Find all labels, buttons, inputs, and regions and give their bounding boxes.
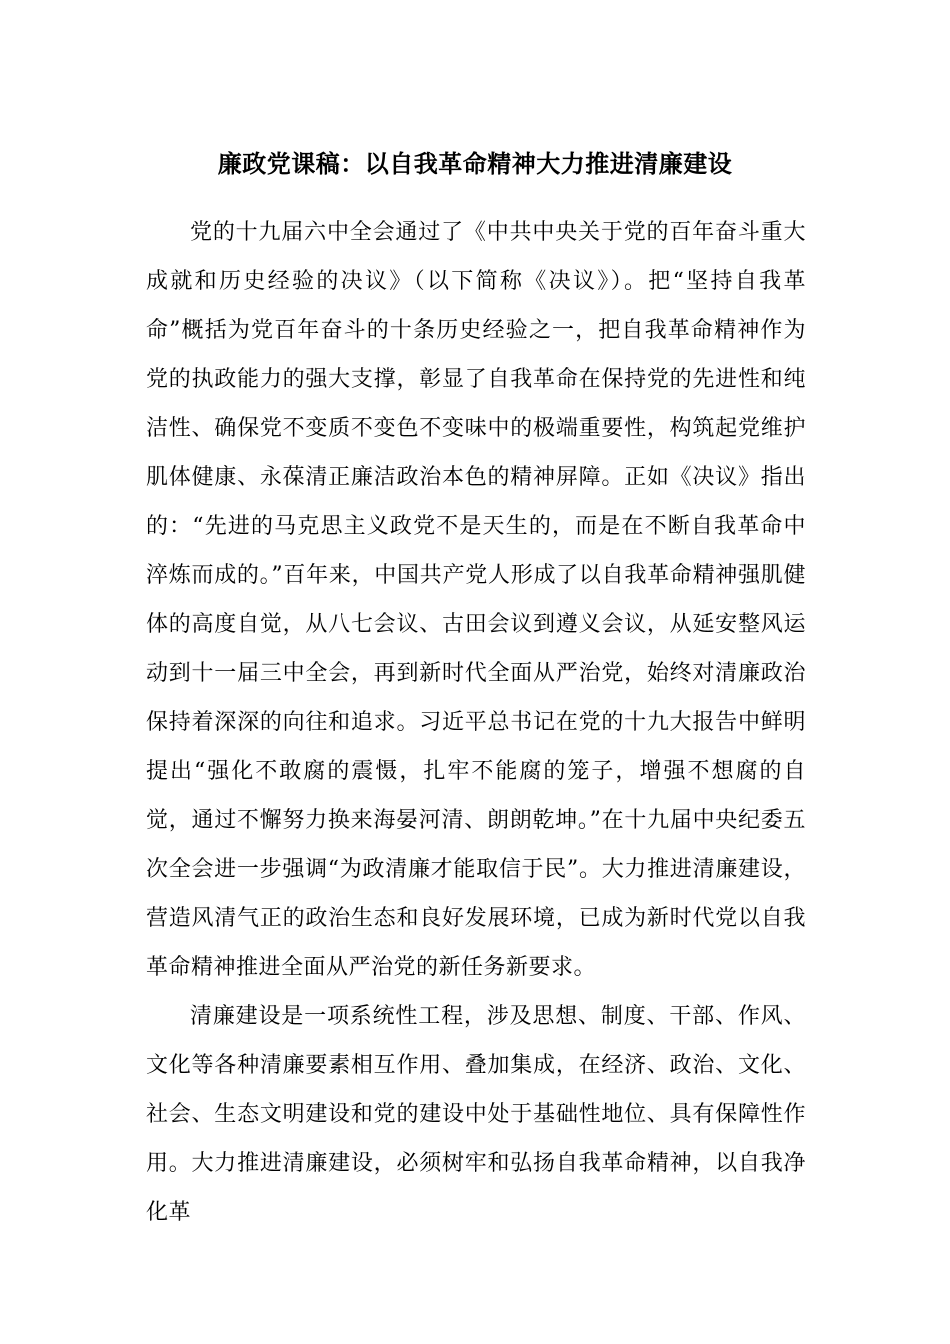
document-title: 廉政党课稿：以自我革命精神大力推进清廉建设 [217,149,733,178]
paragraph-1: 党的十九届六中全会通过了《中共中央关于党的百年奋斗重大成就和历史经验的决议》（以下简称《决议》）。把“坚持自我革命”概括为党百年奋斗的十条历史经验之一，把自我革命精神作为党的执政能力的强大支撑，彰显了自我革命在保持党的先进性和纯洁性、确保党不变质不变色不变味中的极端重要性，构筑起党维护肌体健康、永葆清正廉洁政治本色的精神屏障。正如《决议》指出的：“先进的马克思主义政党不是天生的，而是在不断自我革命中淬炼而成的。”百年来，中国共产党人形成了以自我革命精神强肌健体的高度自觉，从八七会议、古田会议到遵义会议，从延安整风运动到十一届三中全会，再到新时代全面从严治党，始终对清廉政治保持着深深的向往和追求。习近平总书记在党的十九大报告中鲜明提出“强化不敢腐的震慑，扎牢不能腐的笼子，增强不想腐的自觉，通过不懈努力换来海晏河清、朗朗乾坤。”在十九届中央纪委五次全会进一步强调“为政清廉才能取信于民”。大力推进清廉建设，营造风清气正的政治生态和良好发展环境，已成为新时代党以自我革命精神推进全面从严治党的新任务新要求。 [146,220,806,980]
paragraph-2: 清廉建设是一项系统性工程，涉及思想、制度、干部、作风、文化等各种清廉要素相互作用、叠加集成，在经济、政治、文化、社会、生态文明建设和党的建设中处于基础性地位、具有保障性作用。大力推进清廉建设，必须树牢和弘扬自我革命精神，以自我净化革 [146,1004,806,1225]
document-body [146,208,806,1237]
